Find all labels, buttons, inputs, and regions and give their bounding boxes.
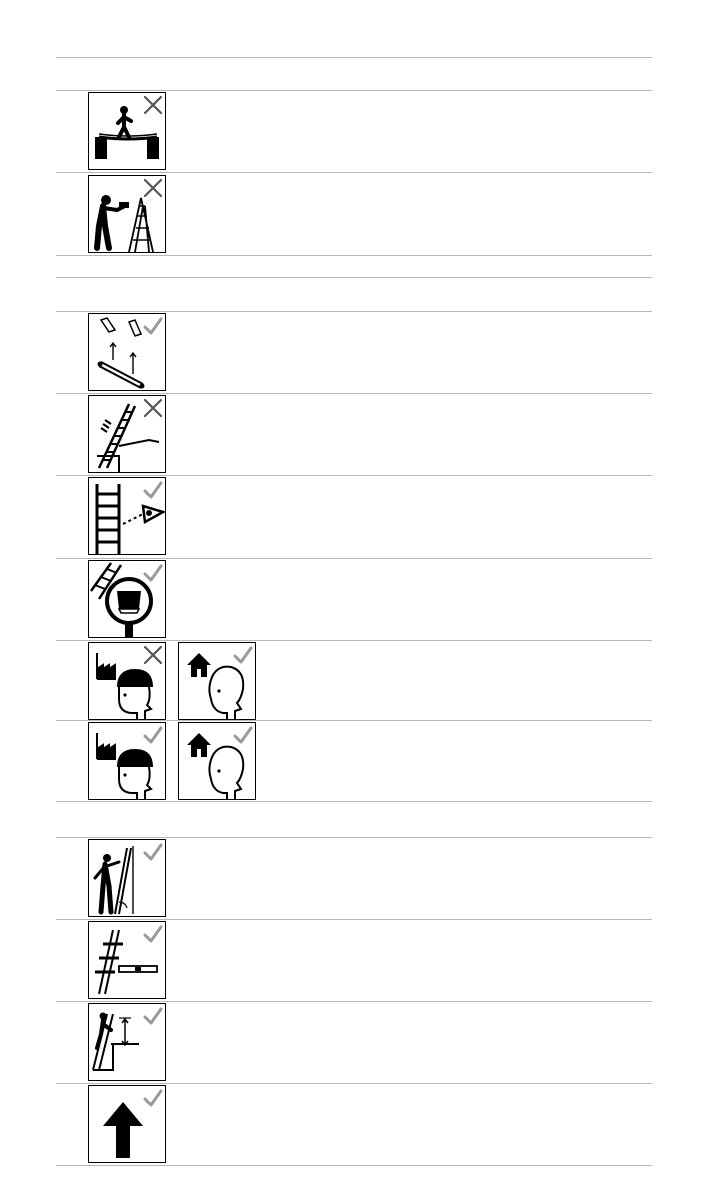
divider: [56, 57, 652, 58]
check-icon: [142, 1087, 164, 1109]
check-icon: [232, 724, 254, 746]
divider: [56, 255, 652, 256]
divider: [56, 311, 652, 312]
check-icon: [142, 1005, 164, 1027]
divider: [56, 1083, 652, 1084]
cross-icon: [142, 177, 164, 199]
cross-icon: [142, 397, 164, 419]
divider: [56, 90, 652, 91]
divider: [56, 640, 652, 641]
check-icon: [142, 562, 164, 584]
divider: [56, 277, 652, 278]
check-icon: [142, 724, 164, 746]
divider: [56, 1165, 652, 1166]
check-icon: [232, 644, 254, 666]
check-icon: [142, 841, 164, 863]
divider: [56, 919, 652, 920]
divider: [56, 172, 652, 173]
divider: [56, 475, 652, 476]
divider: [56, 1001, 652, 1002]
cross-icon: [142, 94, 164, 116]
cross-icon: [142, 644, 164, 666]
check-icon: [142, 923, 164, 945]
divider: [56, 558, 652, 559]
divider: [56, 720, 652, 721]
check-icon: [142, 479, 164, 501]
divider: [56, 801, 652, 802]
check-icon: [142, 315, 164, 337]
divider: [56, 837, 652, 838]
divider: [56, 393, 652, 394]
